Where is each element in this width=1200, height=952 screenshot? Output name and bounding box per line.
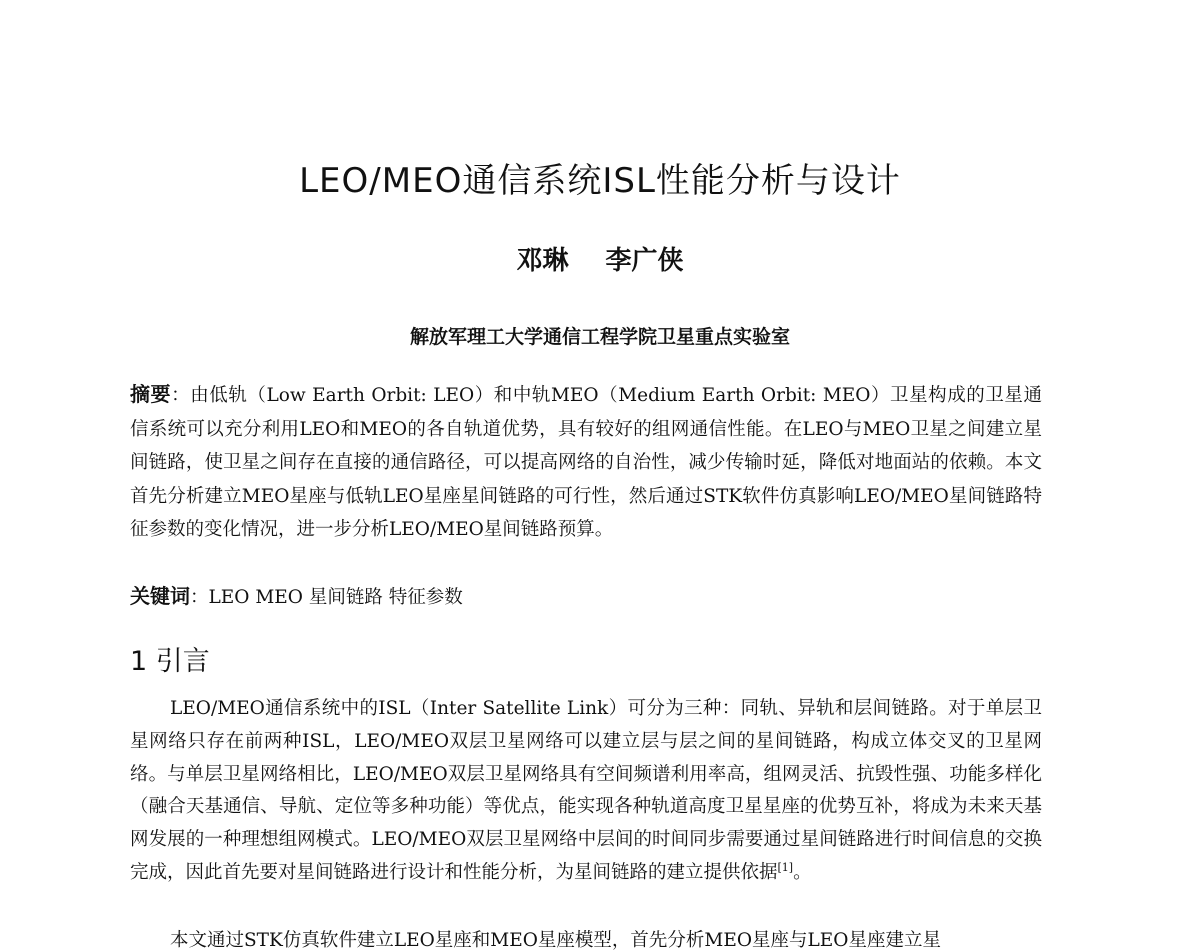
author-name: 邓琳 — [516, 246, 569, 276]
citation-marker[interactable]: [1] — [777, 860, 794, 874]
section-number: 1 — [130, 646, 148, 677]
abstract-label-separator: ： — [171, 385, 191, 406]
paragraph-end-punctuation: 。 — [793, 861, 812, 883]
author-name: 李广侠 — [605, 246, 684, 276]
section-heading — [130, 642, 210, 682]
paper-title: LEO/MEO通信系统ISL性能分析与设计 — [299, 161, 901, 201]
abstract-text: 由低轨（Low Earth Orbit: LEO）和中轨MEO（Medium Earth Orbit: MEO）卫星构成的卫星通信系统可以充分利用LEO和MEO的各自轨道优势，具有较好的组网通信性能。在LEO与MEO卫星之间建立星间链路，使卫星之间存在直接的通信路径，可以提高网络的自治性，减少传输时延，降低对地面站的依赖。本文首先分析建立MEO星座与低轨LEO星座星间链路的可行性，然后通过STK软件仿真影响LEO/MEO星间链路特征参数的变化情况，进一步分析LEO/MEO星间链路预算。 — [130, 385, 1042, 541]
abstract-label: 摘要 — [130, 382, 172, 406]
author-affiliation: 解放军理工大学通信工程学院卫星重点实验室 — [409, 326, 790, 348]
abstract — [130, 378, 1042, 547]
paragraph-text: LEO/MEO通信系统中的ISL（Inter Satellite Link）可分为三种：同轨、异轨和层间链路。对于单层卫星网络只存在前两种ISL，LEO/MEO双层卫星网络可以建立层与层之间的星间链路，构成立体交叉的卫星网络。与单层卫星网络相比，LEO/MEO双层卫星网络具有空间频谱利用率高，组网灵活、抗毁性强、功能多样化（融合天基通信、导航、定位等多种功能）等优点，能实现各种轨道高度卫星星座的优势互补，将成为未来天基网发展的一种理想组网模式。LEO/MEO双层卫星网络中层间的时间同步需要通过星间链路进行时间信息的交换完成，因此首先要对星间链路进行设计和性能分析，为星间链路的建立提供依据 — [130, 698, 1042, 883]
body-paragraph — [130, 693, 1042, 890]
body-paragraph: 本文通过STK仿真软件建立LEO星座和MEO星座模型，首先分析MEO星座与LEO星座建立星 — [170, 930, 941, 951]
keywords-text: LEO MEO 星间链路 特征参数 — [208, 587, 463, 608]
section-title: 引言 — [155, 646, 210, 677]
keywords-label: 关键词 — [130, 584, 190, 608]
author-list — [0, 243, 1200, 279]
keywords — [130, 580, 1042, 614]
keywords-label-separator: ： — [190, 587, 209, 608]
